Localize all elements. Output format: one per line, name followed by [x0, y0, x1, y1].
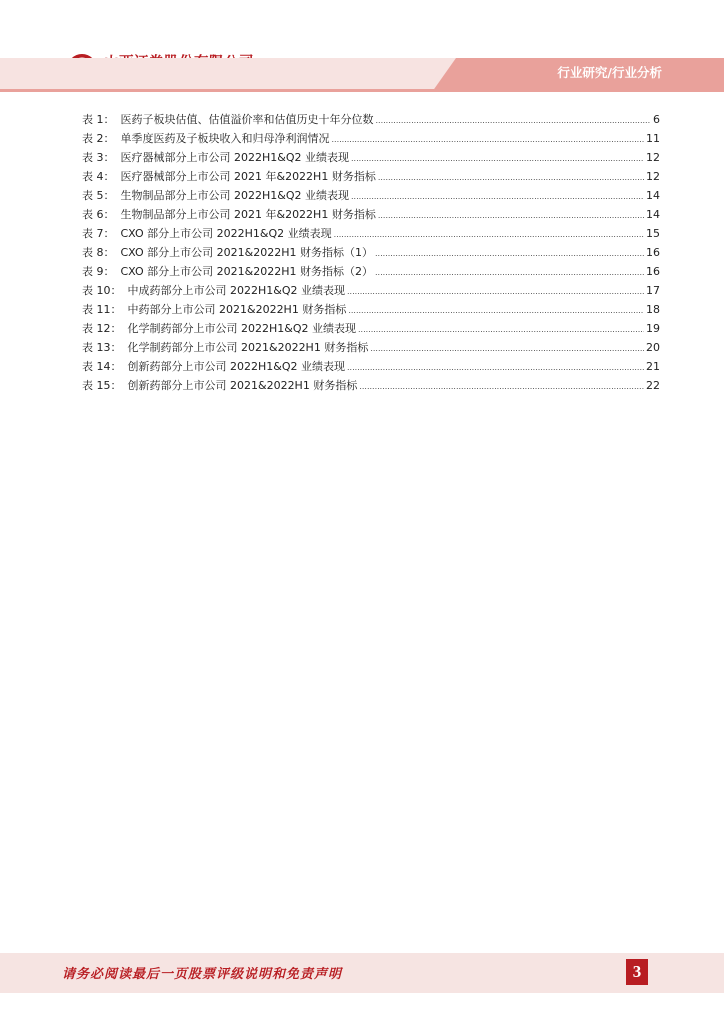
toc-item-6[interactable]	[82, 205, 660, 224]
toc-item-8[interactable]	[82, 243, 660, 262]
toc-item-number: 表 14：	[82, 360, 122, 373]
toc-item-page: 20	[646, 341, 660, 354]
toc-item-number: 表 1：	[82, 113, 115, 126]
toc-item-title: CXO 部分上市公司 2022H1&Q2 业绩表现	[120, 227, 332, 240]
toc-item-title: 医疗器械部分上市公司 2022H1&Q2 业绩表现	[120, 151, 349, 164]
toc-item-page: 11	[646, 132, 660, 145]
toc-item-page: 15	[646, 227, 660, 240]
report-category-tag: 行业研究/行业分析	[557, 65, 662, 80]
toc-item-1[interactable]	[82, 110, 660, 129]
toc-item-page: 21	[646, 360, 660, 373]
toc-leader-dots	[348, 300, 644, 320]
toc-item-title: 生物制品部分上市公司 2022H1&Q2 业绩表现	[120, 189, 349, 202]
toc-item-page: 14	[646, 189, 660, 202]
toc-item-page: 16	[646, 265, 660, 278]
toc-item-number: 表 8：	[82, 246, 115, 259]
toc-item-title: 单季度医药及子板块收入和归母净利润情况	[120, 132, 330, 145]
toc-leader-dots	[378, 167, 644, 187]
toc-item-title: 化学制药部分上市公司 2022H1&Q2 业绩表现	[127, 322, 356, 335]
toc-item-number: 表 3：	[82, 151, 115, 164]
toc-item-5[interactable]	[82, 186, 660, 205]
toc-item-title: 创新药部分上市公司 2022H1&Q2 业绩表现	[127, 360, 345, 373]
toc-leader-dots	[375, 262, 644, 282]
toc-item-page: 18	[646, 303, 660, 316]
toc-item-number: 表 15：	[82, 379, 122, 392]
toc-item-page: 16	[646, 246, 660, 259]
page-number: 3	[626, 959, 648, 985]
toc-item-title: 生物制品部分上市公司 2021 年&2022H1 财务指标	[120, 208, 376, 221]
toc-item-page: 12	[646, 170, 660, 183]
toc-item-number: 表 2：	[82, 132, 115, 145]
toc-item-number: 表 7：	[82, 227, 115, 240]
toc-item-10[interactable]	[82, 281, 660, 300]
toc-item-number: 表 10：	[82, 284, 122, 297]
toc-item-page: 22	[646, 379, 660, 392]
toc-leader-dots	[334, 224, 644, 244]
toc-item-12[interactable]	[82, 319, 660, 338]
toc-leader-dots	[332, 129, 645, 149]
toc-item-title: CXO 部分上市公司 2021&2022H1 财务指标（1）	[120, 246, 373, 259]
toc-leader-dots	[370, 338, 644, 358]
toc-item-number: 表 5：	[82, 189, 115, 202]
toc-leader-dots	[351, 186, 644, 206]
toc-item-title: 医疗器械部分上市公司 2021 年&2022H1 财务指标	[120, 170, 376, 183]
toc-item-7[interactable]	[82, 224, 660, 243]
disclaimer-notice: 请务必阅读最后一页股票评级说明和免责声明	[62, 967, 343, 982]
toc-leader-dots	[378, 205, 644, 225]
toc-leader-dots	[351, 148, 644, 168]
toc-item-13[interactable]	[82, 338, 660, 357]
toc-item-title: 创新药部分上市公司 2021&2022H1 财务指标	[127, 379, 358, 392]
toc-item-14[interactable]	[82, 357, 660, 376]
page-header	[0, 0, 724, 100]
toc-item-title: 化学制药部分上市公司 2021&2022H1 财务指标	[127, 341, 369, 354]
page-footer	[0, 953, 724, 993]
toc-item-number: 表 12：	[82, 322, 122, 335]
toc-leader-dots	[347, 281, 644, 301]
table-of-figures-list	[82, 110, 660, 395]
toc-item-number: 表 6：	[82, 208, 115, 221]
toc-item-4[interactable]	[82, 167, 660, 186]
toc-item-title: 中成药部分上市公司 2022H1&Q2 业绩表现	[127, 284, 345, 297]
toc-item-title: 中药部分上市公司 2021&2022H1 财务指标	[127, 303, 347, 316]
toc-item-page: 12	[646, 151, 660, 164]
toc-leader-dots	[359, 376, 644, 396]
toc-item-number: 表 11：	[82, 303, 122, 316]
toc-item-page: 17	[646, 284, 660, 297]
toc-item-3[interactable]	[82, 148, 660, 167]
toc-item-page: 19	[646, 322, 660, 335]
toc-item-page: 14	[646, 208, 660, 221]
toc-item-title: 医药子板块估值、估值溢价率和估值历史十年分位数	[120, 113, 374, 126]
toc-leader-dots	[358, 319, 644, 339]
toc-item-number: 表 9：	[82, 265, 115, 278]
toc-item-2[interactable]	[82, 129, 660, 148]
toc-item-9[interactable]	[82, 262, 660, 281]
toc-leader-dots	[347, 357, 644, 377]
toc-item-title: CXO 部分上市公司 2021&2022H1 财务指标（2）	[120, 265, 373, 278]
toc-item-number: 表 13：	[82, 341, 122, 354]
toc-leader-dots	[375, 243, 644, 263]
toc-leader-dots	[376, 110, 652, 130]
toc-item-11[interactable]	[82, 300, 660, 319]
toc-item-number: 表 4：	[82, 170, 115, 183]
toc-item-page: 6	[653, 113, 660, 126]
toc-item-15[interactable]	[82, 376, 660, 395]
